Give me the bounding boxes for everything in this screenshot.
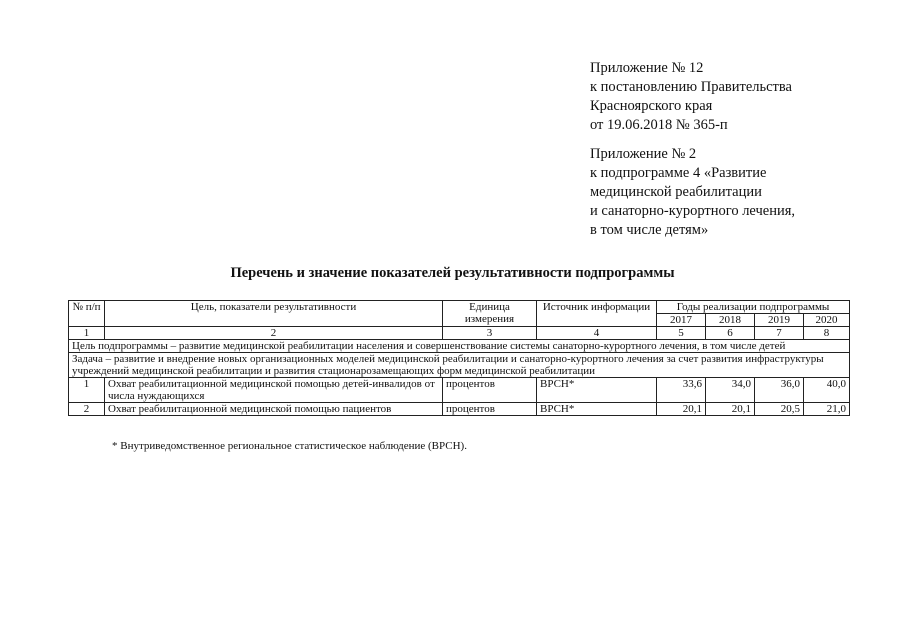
header-years-group: Годы реализации подпрограммы [657,301,850,314]
appendix-12-header [590,59,792,135]
subprogram-goal: Цель подпрограммы – развитие медицинской реабилитации населения и совершенствование системы санаторно-курортного лечения, в том числе детей [69,340,850,353]
row-value-2017: 33,6 [657,378,706,403]
goal-row [69,340,850,353]
header-year: 2018 [706,314,755,327]
task-row [69,353,850,378]
subprogram-task: Задача – развитие и внедрение новых организационных моделей медицинской реабилитации и санаторно-курортного лечения за счет развития инфраструктуры учреждений медицинской реабилитации и развития стационарозамещающих форм медицинской реабилитации [69,353,850,378]
footnote: * Внутриведомственное региональное статистическое наблюдение (ВРСН). [112,440,467,452]
column-number-row [69,327,850,340]
row-value-2019: 36,0 [755,378,804,403]
row-source: ВРСН* [537,403,657,416]
row-num: 2 [69,403,105,416]
row-num: 1 [69,378,105,403]
row-indicator-name: Охват реабилитационной медицинской помощью детей-инвалидов от числа нуждающихся [105,378,443,403]
column-number: 5 [657,327,706,340]
row-indicator-name: Охват реабилитационной медицинской помощью пациентов [105,403,443,416]
row-source: ВРСН* [537,378,657,403]
column-number: 8 [804,327,850,340]
column-number: 1 [69,327,105,340]
header-goal: Цель, показатели результативности [105,301,443,327]
table-row [69,403,850,416]
row-value-2020: 40,0 [804,378,850,403]
header-num: № п/п [69,301,105,327]
row-unit: процентов [443,403,537,416]
header-unit: Единица измерения [443,301,537,327]
header-year: 2019 [755,314,804,327]
row-value-2019: 20,5 [755,403,804,416]
header-row [69,301,850,314]
appendix-line: медицинской реабилитации [590,184,762,200]
column-number: 2 [105,327,443,340]
appendix-line: Приложение № 12 [590,60,704,76]
document-title: Перечень и значение показателей результативности подпрограммы [230,265,675,281]
header-year: 2020 [804,314,850,327]
column-number: 4 [537,327,657,340]
appendix-line: от 19.06.2018 № 365-п [590,117,728,133]
column-number: 7 [755,327,804,340]
appendix-line: к постановлению Правительства [590,79,792,95]
row-value-2018: 20,1 [706,403,755,416]
column-number: 6 [706,327,755,340]
indicators-table [68,300,850,416]
table-row [69,378,850,403]
appendix-line: в том числе детям» [590,222,709,238]
column-number: 3 [443,327,537,340]
appendix-line: к подпрограмме 4 «Развитие [590,165,767,181]
appendix-2-header [590,145,795,240]
appendix-line: и санаторно-курортного лечения, [590,203,796,219]
header-year: 2017 [657,314,706,327]
header-source: Источник информации [537,301,657,327]
row-value-2020: 21,0 [804,403,850,416]
appendix-line: Приложение № 2 [590,146,697,162]
row-value-2017: 20,1 [657,403,706,416]
row-value-2018: 34,0 [706,378,755,403]
appendix-line: Красноярского края [590,98,713,114]
row-unit: процентов [443,378,537,403]
